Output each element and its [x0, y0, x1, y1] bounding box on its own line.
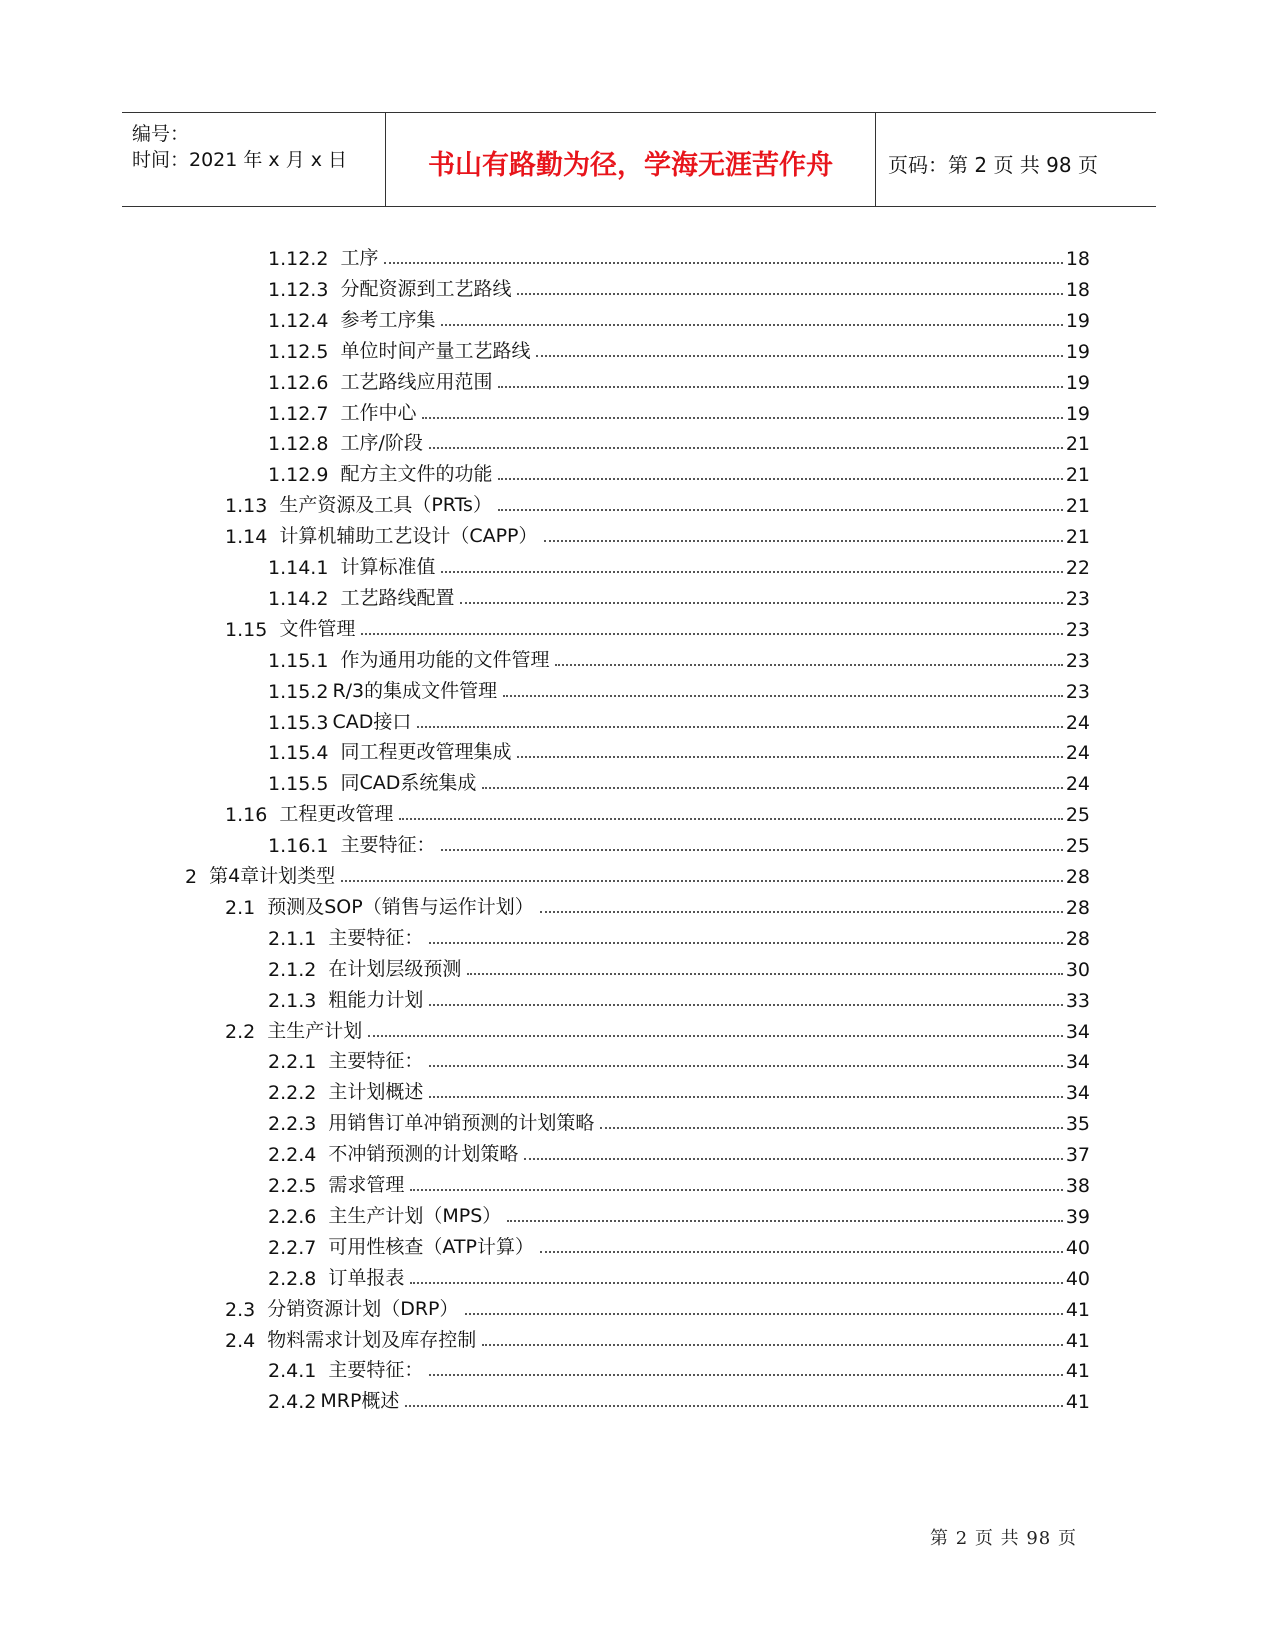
toc-entry[interactable] — [268, 763, 1090, 795]
toc-entry-title: 同CAD系统集成 — [340, 772, 477, 795]
toc-entry-title: 工序 — [340, 247, 379, 269]
toc-entry[interactable] — [268, 331, 1090, 363]
toc-entry-page-number: 41 — [1065, 1329, 1090, 1352]
toc-entry[interactable] — [225, 485, 1090, 517]
toc-dot-leader — [482, 1344, 1063, 1346]
toc-dot-leader — [405, 1405, 1062, 1407]
toc-entry-title: CAD接口 — [332, 710, 412, 733]
toc-entry-number: 1.13 — [225, 495, 268, 518]
toc-entry-number: 1.12.7 — [268, 402, 329, 425]
toc-entry-number: 1.12.6 — [268, 371, 329, 394]
toc-entry-page-number: 24 — [1065, 773, 1090, 796]
toc-entry-number: 1.15.2 — [268, 680, 329, 703]
toc-entry-page-number: 21 — [1065, 464, 1090, 487]
toc-dot-leader — [422, 417, 1062, 419]
toc-entry[interactable] — [268, 671, 1090, 703]
toc-entry-number: 2.4.1 — [268, 1360, 317, 1383]
toc-dot-leader — [600, 1127, 1062, 1129]
toc-dot-leader — [498, 478, 1062, 480]
toc-entry-title: 主生产计划（MPS） — [328, 1204, 502, 1227]
toc-dot-leader — [524, 1158, 1062, 1160]
toc-entry-title: 可用性核查（ATP计算） — [328, 1235, 534, 1258]
header-meta-cell — [122, 113, 386, 206]
toc-entry[interactable] — [268, 949, 1090, 981]
toc-entry[interactable] — [268, 393, 1090, 425]
toc-entry-number: 2.2.6 — [268, 1205, 317, 1228]
header-page-cell — [876, 113, 1156, 206]
toc-entry-page-number: 39 — [1065, 1205, 1090, 1228]
toc-entry-number: 2.1.3 — [268, 989, 317, 1012]
toc-entry[interactable] — [268, 1258, 1090, 1290]
toc-entry-page-number: 23 — [1065, 618, 1090, 641]
toc-entry-page-number: 19 — [1065, 340, 1090, 363]
toc-entry-page-number: 34 — [1065, 1020, 1090, 1043]
toc-entry-title: 主要特征： — [340, 834, 436, 857]
toc-entry[interactable] — [268, 825, 1090, 857]
toc-entry[interactable] — [268, 640, 1090, 672]
toc-dot-leader — [429, 1374, 1062, 1376]
toc-entry-number: 1.15.1 — [268, 649, 329, 672]
toc-entry-number: 2.1.2 — [268, 958, 317, 981]
toc-entry-title: 参考工序集 — [340, 308, 436, 331]
toc-dot-leader — [536, 355, 1062, 357]
document-time-label: 时间：2021 年 x 月 x 日 — [132, 149, 348, 171]
toc-entry-number: 2.1 — [225, 896, 256, 919]
toc-entry-page-number: 25 — [1065, 835, 1090, 858]
toc-entry-number: 2.2 — [225, 1020, 256, 1043]
toc-entry[interactable] — [268, 1381, 1090, 1413]
toc-entry-page-number: 24 — [1065, 711, 1090, 734]
toc-dot-leader — [517, 756, 1062, 758]
toc-entry-number: 1.12.3 — [268, 278, 329, 301]
toc-entry-page-number: 19 — [1065, 402, 1090, 425]
toc-entry-title: 主计划概述 — [328, 1081, 424, 1104]
toc-entry-page-number: 25 — [1065, 804, 1090, 827]
toc-entry-title: 工序/阶段 — [340, 432, 423, 455]
toc-entry[interactable] — [268, 238, 1090, 270]
toc-entry-page-number: 28 — [1065, 927, 1090, 950]
toc-dot-leader — [507, 1220, 1063, 1222]
toc-entry-title: 文件管理 — [279, 617, 356, 640]
toc-entry-number: 1.12.2 — [268, 248, 329, 270]
toc-entry[interactable] — [268, 918, 1090, 950]
toc-entry-title: 订单报表 — [328, 1266, 405, 1289]
toc-entry-page-number: 21 — [1065, 495, 1090, 518]
toc-dot-leader — [441, 849, 1062, 851]
toc-entry-title: 生产资源及工具（PRTs） — [279, 494, 492, 517]
toc-entry-title: 物料需求计划及库存控制 — [267, 1328, 477, 1351]
toc-entry-number: 1.14 — [225, 526, 268, 549]
toc-entry-number: 1.12.8 — [268, 433, 329, 456]
toc-entry-title: 粗能力计划 — [328, 988, 424, 1011]
toc-entry[interactable] — [225, 1289, 1090, 1321]
toc-entry-number: 1.16.1 — [268, 835, 329, 858]
toc-entry-number: 2 — [185, 866, 198, 888]
toc-entry-title: 需求管理 — [328, 1174, 405, 1196]
toc-entry-number: 2.2.3 — [268, 1113, 317, 1136]
toc-entry[interactable] — [225, 1320, 1090, 1352]
toc-entry[interactable] — [268, 547, 1090, 579]
toc-dot-leader — [555, 664, 1062, 666]
toc-dot-leader — [544, 540, 1063, 542]
toc-entry-title: 用销售订单冲销预测的计划策略 — [328, 1112, 595, 1135]
toc-entry-title: 工程更改管理 — [279, 803, 394, 826]
toc-dot-leader — [517, 293, 1062, 295]
toc-entry-page-number: 34 — [1065, 1082, 1090, 1105]
toc-entry-title: 主要特征： — [328, 1359, 424, 1382]
toc-entry-page-number: 40 — [1065, 1236, 1090, 1259]
toc-entry-number: 2.2.1 — [268, 1051, 317, 1074]
toc-entry[interactable] — [268, 1072, 1090, 1104]
toc-entry-page-number: 19 — [1065, 309, 1090, 332]
toc-entry-number: 1.15.4 — [268, 742, 329, 765]
toc-dot-leader — [465, 1313, 1063, 1315]
toc-entry-number: 1.12.5 — [268, 340, 329, 363]
toc-entry-title: 在计划层级预测 — [328, 957, 462, 980]
toc-entry-title: 预测及SOP（销售与运作计划） — [267, 895, 534, 918]
toc-dot-leader — [417, 726, 1062, 728]
toc-entry[interactable] — [268, 362, 1090, 394]
toc-entry[interactable] — [185, 856, 1090, 888]
toc-entry-number: 2.4.2 — [268, 1391, 317, 1414]
toc-entry-page-number: 21 — [1065, 526, 1090, 549]
toc-dot-leader — [384, 262, 1062, 264]
toc-entry-page-number: 23 — [1065, 680, 1090, 703]
toc-entry[interactable] — [268, 980, 1090, 1012]
toc-entry[interactable] — [268, 1041, 1090, 1073]
toc-entry[interactable] — [268, 702, 1090, 734]
toc-entry[interactable] — [268, 1227, 1090, 1259]
toc-entry-page-number: 18 — [1065, 278, 1090, 301]
toc-entry[interactable] — [268, 1134, 1090, 1166]
toc-entry-page-number: 40 — [1065, 1267, 1090, 1290]
toc-dot-leader — [368, 1035, 1063, 1037]
toc-entry-page-number: 24 — [1065, 742, 1090, 765]
toc-dot-leader — [410, 1189, 1062, 1191]
toc-entry-page-number: 18 — [1065, 248, 1090, 270]
toc-entry-page-number: 21 — [1065, 433, 1090, 456]
toc-entry-number: 2.2.4 — [268, 1144, 317, 1167]
toc-entry-page-number: 28 — [1065, 896, 1090, 919]
toc-entry-number: 1.12.4 — [268, 309, 329, 332]
toc-dot-leader — [429, 1065, 1062, 1067]
toc-entry[interactable] — [268, 1350, 1090, 1382]
toc-entry-title: 工艺路线配置 — [340, 586, 455, 609]
toc-entry-page-number: 23 — [1065, 587, 1090, 610]
toc-entry-page-number: 28 — [1065, 866, 1090, 888]
toc-entry-title: 计算标准值 — [340, 556, 436, 578]
toc-entry-title: 工艺路线应用范围 — [340, 370, 493, 393]
toc-dot-leader — [498, 509, 1063, 511]
toc-dot-leader — [429, 942, 1062, 944]
toc-entry[interactable] — [268, 300, 1090, 332]
toc-entry[interactable] — [268, 423, 1090, 455]
toc-entry-number: 2.2.7 — [268, 1236, 317, 1259]
toc-entry-number: 2.1.1 — [268, 927, 317, 950]
toc-dot-leader — [540, 1251, 1063, 1253]
toc-entry-number: 1.12.9 — [268, 464, 329, 487]
toc-entry[interactable] — [225, 794, 1090, 826]
toc-dot-leader — [540, 911, 1063, 913]
toc-dot-leader — [482, 787, 1062, 789]
toc-entry[interactable] — [268, 269, 1090, 301]
toc-entry-page-number: 41 — [1065, 1298, 1090, 1321]
toc-entry[interactable] — [225, 516, 1090, 548]
toc-entry-number: 1.15.5 — [268, 773, 329, 796]
toc-dot-leader — [467, 973, 1062, 975]
page-footer: 第 2 页 共 98 页 — [930, 1528, 1077, 1549]
toc-dot-leader — [341, 880, 1063, 882]
toc-entry-page-number: 22 — [1065, 557, 1090, 579]
document-number-label: 编号： — [132, 123, 190, 145]
header-page-info: 页码：第 2 页 共 98 页 — [888, 153, 1098, 177]
toc-dot-leader — [399, 818, 1062, 820]
toc-entry[interactable] — [268, 578, 1090, 610]
toc-entry-page-number: 38 — [1065, 1175, 1090, 1197]
toc-entry-title: 不冲销预测的计划策略 — [328, 1143, 519, 1166]
toc-entry-title: 主要特征： — [328, 1050, 424, 1073]
toc-entry-page-number: 37 — [1065, 1144, 1090, 1167]
toc-entry-title: 配方主文件的功能 — [340, 463, 493, 486]
toc-entry-page-number: 35 — [1065, 1113, 1090, 1136]
toc-entry-title: 单位时间产量工艺路线 — [340, 339, 531, 362]
toc-dot-leader — [441, 324, 1062, 326]
toc-entry-page-number: 41 — [1065, 1360, 1090, 1383]
toc-dot-leader — [503, 695, 1063, 697]
toc-entry-number: 2.3 — [225, 1298, 256, 1321]
toc-entry-page-number: 34 — [1065, 1051, 1090, 1074]
toc-entry-title: R/3的集成文件管理 — [332, 679, 498, 702]
toc-entry[interactable] — [268, 454, 1090, 486]
toc-entry-title: 同工程更改管理集成 — [340, 741, 512, 764]
toc-dot-leader — [429, 1004, 1062, 1006]
toc-dot-leader — [361, 633, 1062, 635]
toc-dot-leader — [429, 1096, 1062, 1098]
toc-entry-title: 分销资源计划（DRP） — [267, 1297, 459, 1320]
toc-entry-number: 1.15 — [225, 618, 268, 641]
header-motto-cell — [386, 113, 876, 206]
toc-dot-leader — [441, 571, 1062, 573]
toc-entry-title: 主要特征： — [328, 926, 424, 949]
header-motto: 书山有路勤为径，学海无涯苦作舟 — [428, 150, 833, 181]
toc-entry-page-number: 23 — [1065, 649, 1090, 672]
toc-entry-number: 1.14.1 — [268, 557, 329, 579]
toc-entry[interactable] — [225, 609, 1090, 641]
toc-entry[interactable] — [268, 1165, 1090, 1197]
toc-entry-number: 1.16 — [225, 804, 268, 827]
toc-dot-leader — [498, 386, 1062, 388]
toc-entry-title: 作为通用功能的文件管理 — [340, 648, 550, 671]
toc-entry-number: 2.2.5 — [268, 1175, 317, 1197]
toc-dot-leader — [410, 1282, 1062, 1284]
toc-dot-leader — [460, 602, 1062, 604]
toc-entry-page-number: 33 — [1065, 989, 1090, 1012]
toc-entry-title: 第4章计划类型 — [209, 865, 336, 887]
toc-entry-number: 2.4 — [225, 1329, 256, 1352]
toc-entry-page-number: 19 — [1065, 371, 1090, 394]
toc-entry-page-number: 41 — [1065, 1391, 1090, 1414]
toc-entry[interactable] — [225, 1011, 1090, 1043]
page-header — [122, 112, 1156, 207]
toc-entry-number: 1.15.3 — [268, 711, 329, 734]
toc-entry-page-number: 30 — [1065, 958, 1090, 981]
toc-dot-leader — [429, 447, 1063, 449]
toc-entry-title: MRP概述 — [320, 1390, 400, 1413]
toc-entry-title: 计算机辅助工艺设计（CAPP） — [279, 525, 538, 548]
toc-entry[interactable] — [268, 1103, 1090, 1135]
toc-entry[interactable] — [268, 1196, 1090, 1228]
toc-entry[interactable] — [225, 887, 1090, 919]
toc-entry-title: 工作中心 — [340, 401, 417, 424]
toc-entry-number: 1.14.2 — [268, 587, 329, 610]
toc-entry-title: 分配资源到工艺路线 — [340, 277, 512, 300]
toc-entry-number: 2.2.2 — [268, 1082, 317, 1105]
toc-entry[interactable] — [268, 732, 1090, 764]
toc-entry-title: 主生产计划 — [267, 1019, 363, 1042]
toc-entry-number: 2.2.8 — [268, 1267, 317, 1290]
